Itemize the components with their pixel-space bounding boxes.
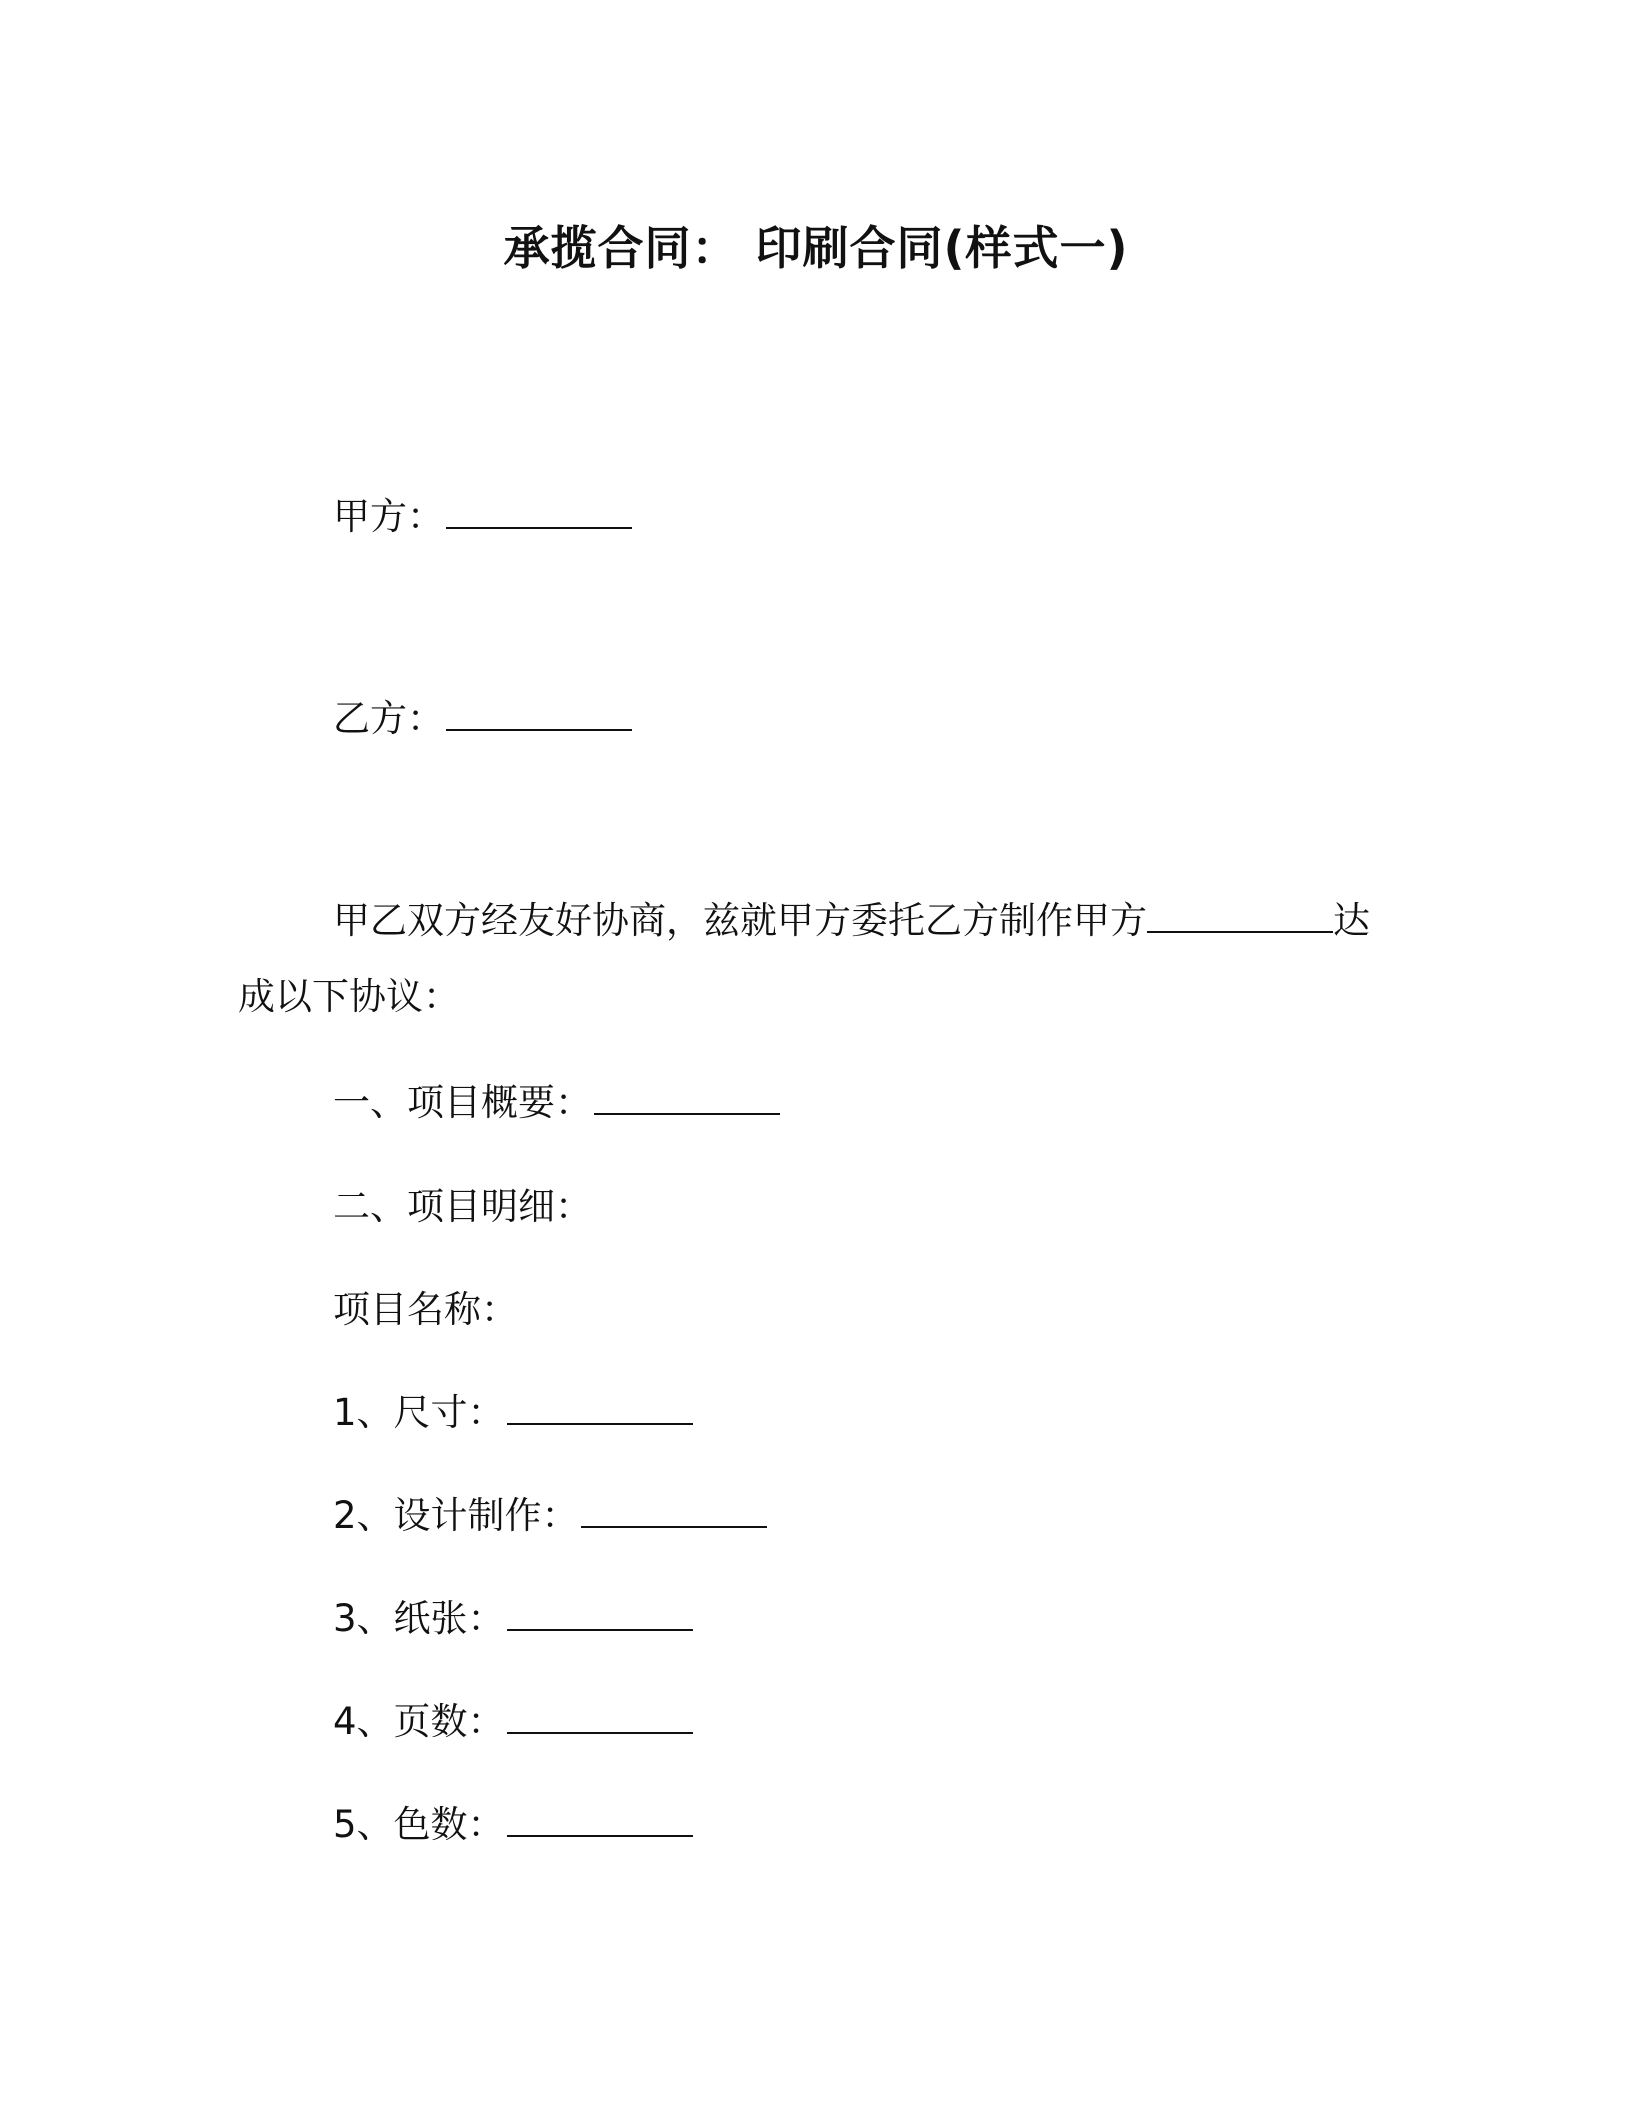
item-colors-blank[interactable] bbox=[507, 1805, 693, 1837]
section-2-line bbox=[333, 1180, 592, 1234]
item-colors-label: 5、色数： bbox=[333, 1803, 505, 1846]
item-pages-line bbox=[333, 1695, 693, 1749]
party-a-blank[interactable] bbox=[446, 497, 632, 529]
item-colors-line bbox=[333, 1798, 693, 1852]
intro-blank[interactable] bbox=[1147, 901, 1333, 933]
item-design-line bbox=[333, 1489, 767, 1543]
item-paper-blank[interactable] bbox=[507, 1599, 693, 1631]
item-size-label: 1、尺寸： bbox=[333, 1391, 505, 1434]
section-2-label: 二、项目明细： bbox=[333, 1185, 592, 1228]
item-pages-blank[interactable] bbox=[507, 1702, 693, 1734]
item-pages-label: 4、页数： bbox=[333, 1700, 505, 1743]
party-b-line bbox=[333, 692, 632, 746]
section-1-line bbox=[333, 1076, 780, 1130]
item-paper-line bbox=[333, 1592, 693, 1646]
item-size-line bbox=[333, 1386, 693, 1440]
party-a-label: 甲方： bbox=[333, 495, 444, 538]
item-design-blank[interactable] bbox=[581, 1496, 767, 1528]
project-name-line bbox=[333, 1283, 518, 1337]
item-paper-label: 3、纸张： bbox=[333, 1597, 505, 1640]
intro-text-before: 甲乙双方经友好协商，兹就甲方委托乙方制作甲方 bbox=[333, 899, 1147, 942]
party-b-label: 乙方： bbox=[333, 697, 444, 740]
document-title: 承揽合同： 印刷合同(样式一) bbox=[503, 221, 1129, 275]
party-a-line bbox=[333, 490, 632, 544]
section-1-blank[interactable] bbox=[594, 1083, 780, 1115]
item-design-label: 2、设计制作： bbox=[333, 1494, 579, 1537]
intro-paragraph bbox=[238, 883, 1378, 1035]
project-name-label: 项目名称： bbox=[333, 1288, 518, 1331]
section-1-label: 一、项目概要： bbox=[333, 1081, 592, 1124]
item-size-blank[interactable] bbox=[507, 1393, 693, 1425]
intro-text-after: 达成以下协议： bbox=[238, 899, 1370, 1018]
party-b-blank[interactable] bbox=[446, 699, 632, 731]
